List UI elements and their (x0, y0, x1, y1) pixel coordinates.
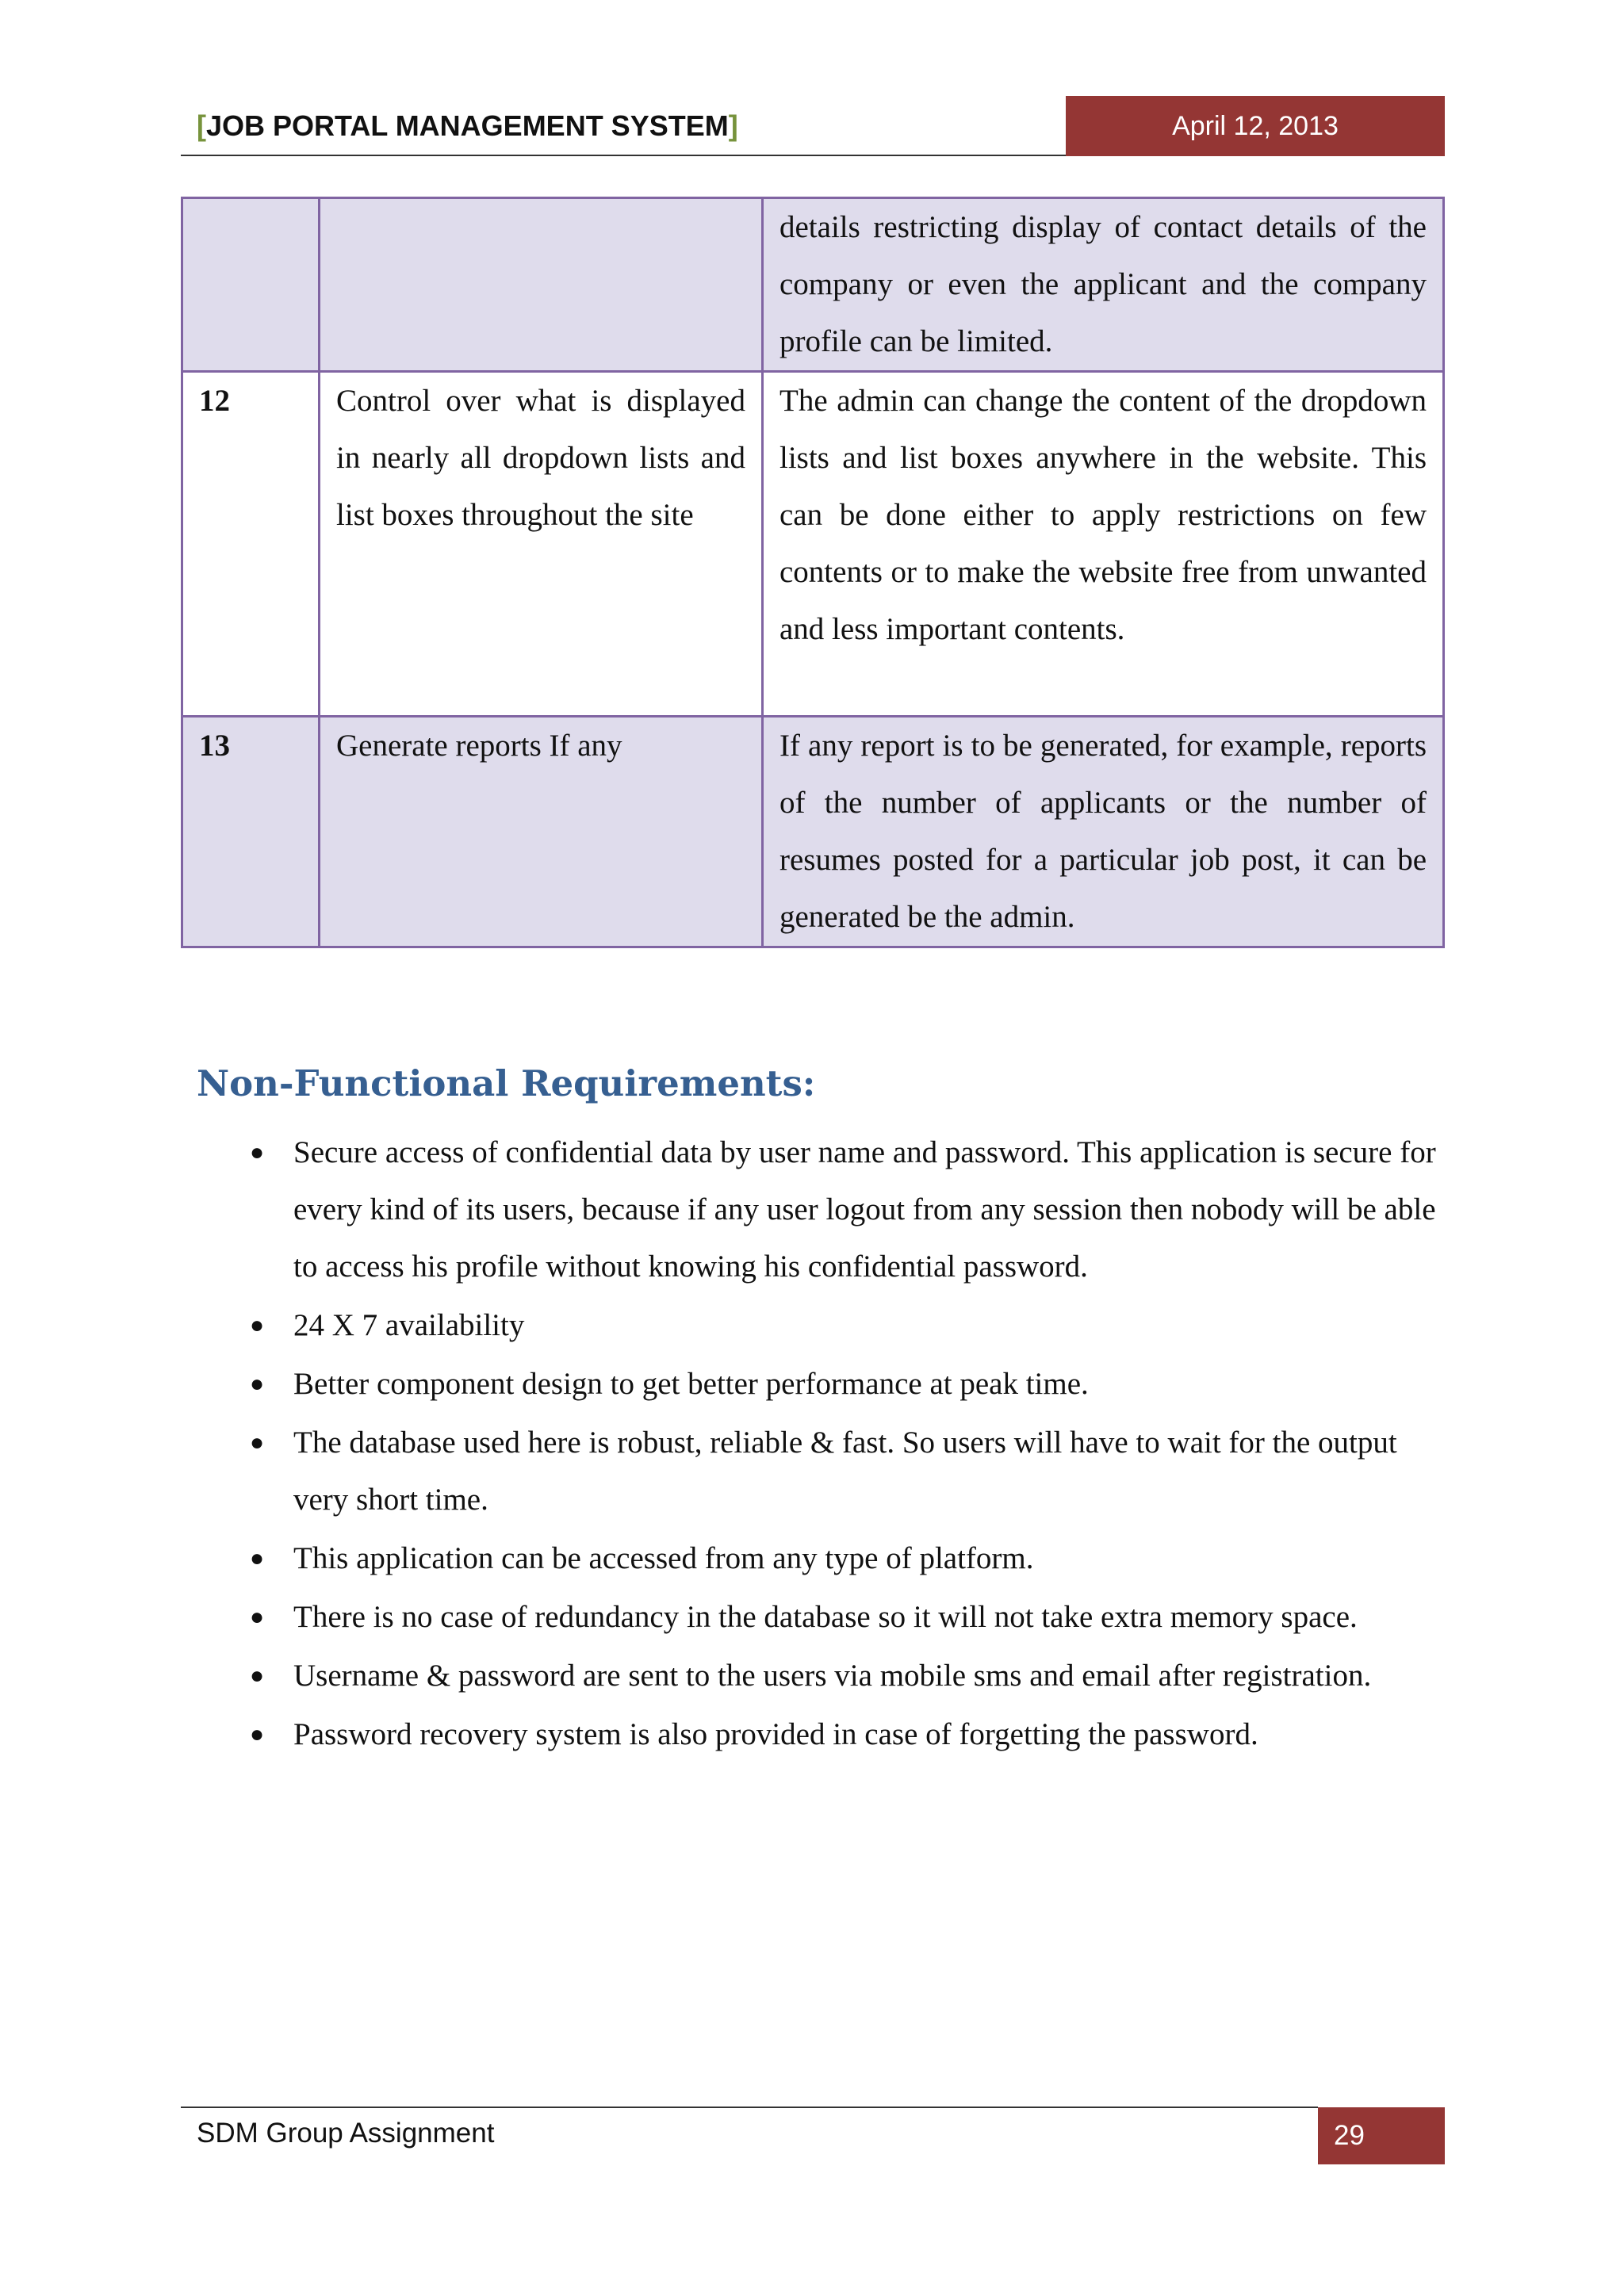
list-item-text: There is no case of redundancy in the database so it will not take extra memory space. (293, 1600, 1358, 1634)
table-row (182, 372, 1444, 717)
table-row (182, 198, 1444, 372)
row-description: details restricting display of contact details of the company or even the applicant and the company profile can be limited. (763, 198, 1444, 372)
requirements-list (247, 1124, 1437, 1765)
list-item (247, 1414, 1437, 1529)
row-description: If any report is to be generated, for example, reports of the number of applicants or the number of resumes posted for a particular job post, it can be generated be the admin. (763, 717, 1444, 947)
header-date: April 12, 2013 (1066, 96, 1445, 156)
page-number: 29 (1318, 2107, 1445, 2164)
list-item (247, 1356, 1437, 1413)
header-bracket-open: [ (197, 109, 206, 142)
bullet-icon: ● (249, 1604, 265, 1630)
bullet-icon: ● (249, 1663, 265, 1689)
bullet-icon: ● (249, 1429, 265, 1456)
list-item (247, 1589, 1437, 1646)
section-heading: Non-Functional Requirements: (197, 1062, 816, 1104)
list-item-text: Password recovery system is also provided in case of forgetting the password. (293, 1717, 1258, 1751)
row-feature: Control over what is displayed in nearly all dropdown lists and list boxes throughout the site (320, 372, 763, 717)
bullet-icon: ● (249, 1312, 265, 1338)
row-description: The admin can change the content of the dropdown lists and list boxes anywhere in the website. This can be done either to apply restrictions on few contents or to make the website free from unwanted and less important contents. (763, 372, 1444, 717)
list-item (247, 1297, 1437, 1354)
bullet-icon: ● (249, 1545, 265, 1571)
list-item-text: Better component design to get better performance at peak time. (293, 1367, 1089, 1401)
bullet-icon: ● (249, 1139, 265, 1165)
row-number: 13 (182, 717, 320, 947)
list-item-text: Secure access of confidential data by user name and password. This application is secure for every kind of its users, because if any user logout from any session then nobody will be able to access his profile without knowing his confidential password. (293, 1135, 1436, 1284)
list-item-text: This application can be accessed from any type of platform. (293, 1541, 1034, 1575)
list-item-text: Username & password are sent to the users via mobile sms and email after registration. (293, 1659, 1372, 1693)
list-item-text: 24 X 7 availability (293, 1308, 525, 1342)
row-number (182, 198, 320, 372)
footer-rule (181, 2107, 1318, 2108)
list-item (247, 1124, 1437, 1295)
row-number: 12 (182, 372, 320, 717)
list-item-text: The database used here is robust, reliable & fast. So users will have to wait for the output very short time. (293, 1425, 1397, 1517)
row-feature (320, 198, 763, 372)
header-rule (181, 155, 1066, 156)
table-row (182, 717, 1444, 947)
bullet-icon: ● (249, 1721, 265, 1747)
header-bracket-close: ] (728, 109, 738, 142)
header-title-text: JOB PORTAL MANAGEMENT SYSTEM (206, 109, 729, 142)
footer-text: SDM Group Assignment (197, 2118, 495, 2149)
header-title (197, 109, 738, 143)
bullet-icon: ● (249, 1371, 265, 1397)
list-item (247, 1647, 1437, 1705)
list-item (247, 1530, 1437, 1587)
row-feature: Generate reports If any (320, 717, 763, 947)
requirements-table (181, 197, 1445, 948)
list-item (247, 1706, 1437, 1763)
